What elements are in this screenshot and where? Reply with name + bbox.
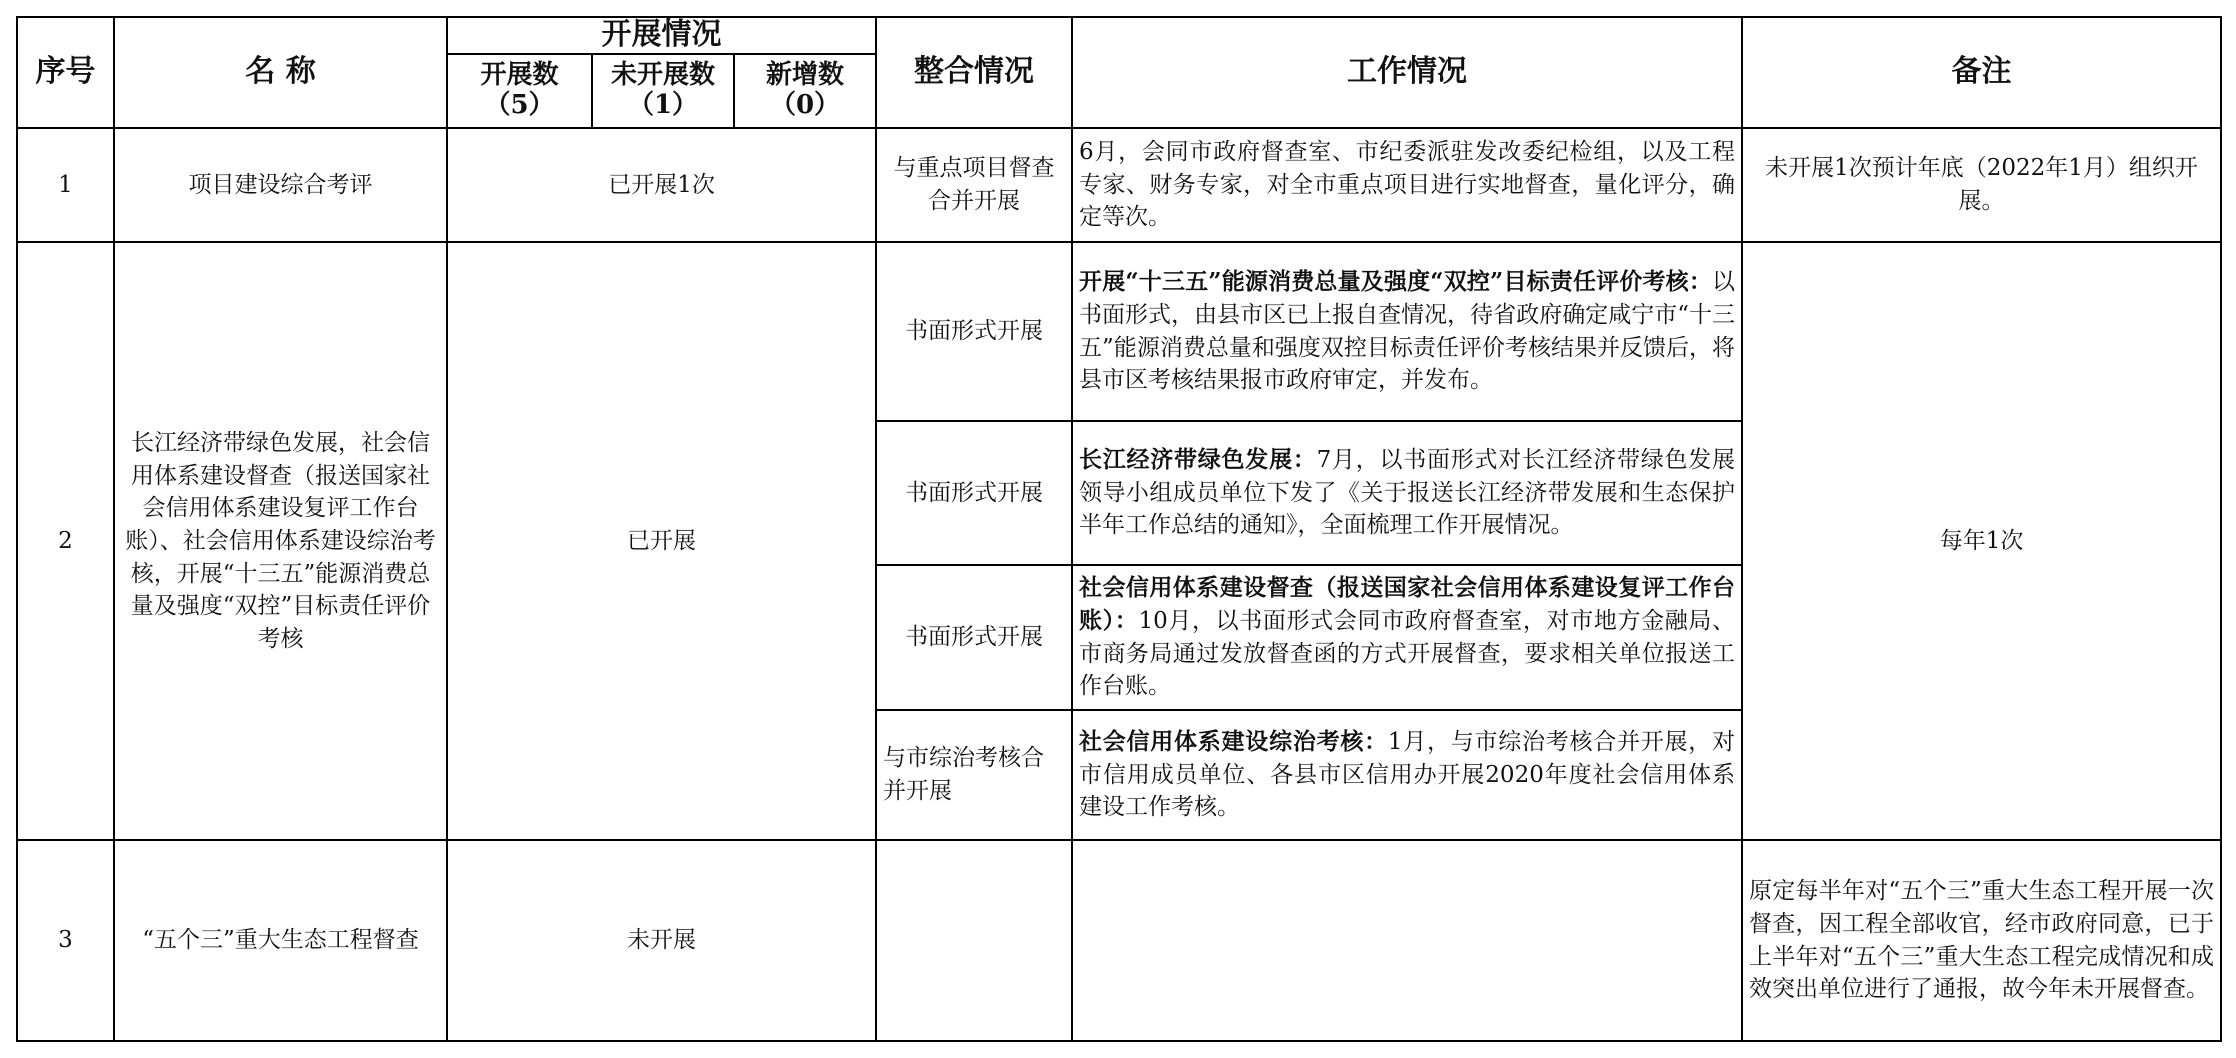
header-work: 工作情况 <box>1072 17 1742 128</box>
row-1-seq: 1 <box>17 128 114 242</box>
header-new-count: （0） <box>769 89 841 120</box>
table-row-2-sub-1 <box>17 242 2221 421</box>
row-2-status: 已开展 <box>447 242 876 840</box>
row-2-name: 长江经济带绿色发展，社会信用体系建设督查（报送国家社会信用体系建设复评工作台账）、社会信用体系建设综治考核，开展“十三五”能源消费总量及强度“双控”目标责任评价考核 <box>114 242 447 840</box>
header-remark: 备注 <box>1742 17 2221 128</box>
row-3-merge <box>876 840 1072 1041</box>
supervision-table <box>16 16 2222 1042</box>
header-status-group: 开展情况 <box>447 17 876 54</box>
row-1-status: 已开展1次 <box>447 128 876 242</box>
header-notdone-label: 未开展数 <box>610 59 715 90</box>
row-2-sub-4-work-body: 1月，与市综治考核合并开展，对市信用成员单位、各县市区信用办开展2020年度社会信用体系建设工作考核。 <box>1079 729 1736 821</box>
row-3-work <box>1072 840 1742 1041</box>
row-2-sub-3-work-body: 10月，以书面形式会同市政府督查室，对市地方金融局、市商务局通过发放督查函的方式开展督查，要求相关单位报送工作台账。 <box>1079 607 1736 700</box>
row-2-sub-3-work-title: 社会信用体系建设督查（报送国家社会信用体系建设复评工作台账）： <box>1079 574 1736 634</box>
row-1-name: 项目建设综合考评 <box>114 128 447 242</box>
header-done-count: （5） <box>484 89 555 120</box>
row-1-remark: 未开展1次预计年底（2022年1月）组织开展。 <box>1742 128 2221 242</box>
header-name: 名 称 <box>114 17 447 128</box>
row-2-sub-2-merge: 书面形式开展 <box>876 421 1072 565</box>
row-2-remark: 每年1次 <box>1742 242 2221 840</box>
row-2-sub-3-work <box>1072 565 1742 709</box>
row-3-remark: 原定每半年对“五个三”重大生态工程开展一次督查，因工程全部收官，经市政府同意，已于上半年对“五个三”重大生态工程完成情况和成效突出单位进行了通报，故今年未开展督查。 <box>1742 840 2221 1041</box>
row-2-sub-4-work-title: 社会信用体系建设综治考核： <box>1079 728 1388 756</box>
row-3-status: 未开展 <box>447 840 876 1041</box>
header-row-1 <box>17 17 2221 54</box>
header-merge: 整合情况 <box>876 17 1072 128</box>
header-new <box>734 54 876 128</box>
row-3-name: “五个三”重大生态工程督查 <box>114 840 447 1041</box>
row-2-sub-1-work-title: 开展“十三五”能源消费总量及强度“双控”目标责任评价考核： <box>1079 268 1713 296</box>
row-2-seq: 2 <box>17 242 114 840</box>
header-new-label: 新增数 <box>766 59 845 90</box>
row-2-sub-4-work <box>1072 710 1742 840</box>
header-notdone-count: （1） <box>627 89 699 120</box>
row-2-sub-4-merge: 与市综治考核合并开展 <box>876 710 1072 840</box>
row-2-sub-2-work-title: 长江经济带绿色发展： <box>1079 446 1317 474</box>
header-done <box>447 54 592 128</box>
row-2-sub-3-merge: 书面形式开展 <box>876 565 1072 709</box>
row-3-seq: 3 <box>17 840 114 1041</box>
header-notdone <box>592 54 734 128</box>
table-row-3 <box>17 840 2221 1041</box>
table-row-1 <box>17 128 2221 242</box>
row-2-sub-1-work-body: 以书面形式，由县市区已上报自查情况，待省政府确定咸宁市“十三五”能源消费总量和强度双控目标责任评价考核结果并反馈后，将县市区考核结果报市政府审定，并发布。 <box>1079 269 1736 394</box>
row-2-sub-2-work-body: 7月，以书面形式对长江经济带绿色发展领导小组成员单位下发了《关于报送长江经济带发展和生态保护半年工作总结的通知》，全面梳理工作开展情况。 <box>1079 447 1736 539</box>
row-1-merge: 与重点项目督查合并开展 <box>876 128 1072 242</box>
row-1-work: 6月，会同市政府督查室、市纪委派驻发改委纪检组，以及工程专家、财务专家，对全市重点项目进行实地督查，量化评分，确定等次。 <box>1072 128 1742 242</box>
header-seq: 序号 <box>17 17 114 128</box>
row-2-sub-1-merge: 书面形式开展 <box>876 242 1072 421</box>
row-2-sub-2-work <box>1072 421 1742 565</box>
header-done-label: 开展数 <box>480 59 559 90</box>
row-2-sub-1-work <box>1072 242 1742 421</box>
